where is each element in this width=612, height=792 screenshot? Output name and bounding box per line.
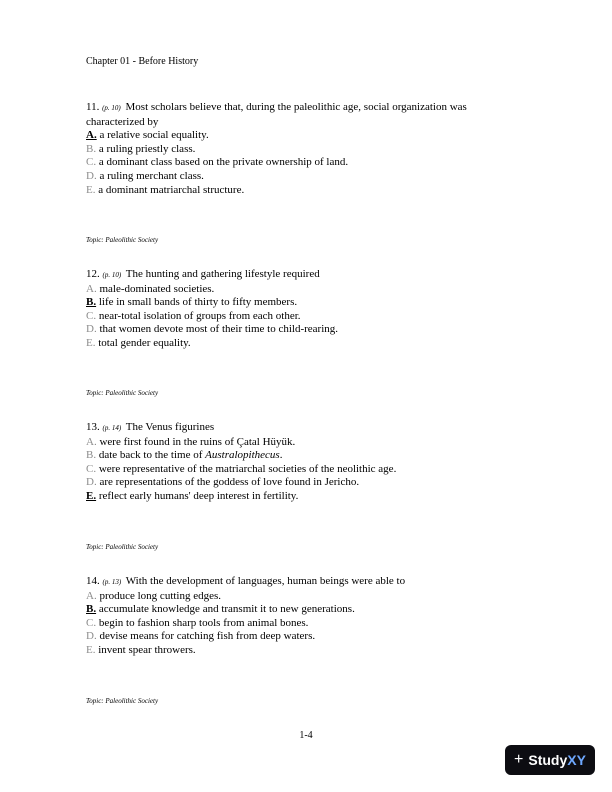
option-letter: A. xyxy=(86,282,97,295)
question-stem xyxy=(86,421,526,436)
option-letter-correct: B. xyxy=(86,603,97,616)
option-text: produce long cutting edges. xyxy=(99,589,222,602)
option-letter: A. xyxy=(86,435,97,448)
option-text: a dominant class based on the private ownership of land. xyxy=(98,156,349,169)
option-e xyxy=(86,337,526,351)
option-a xyxy=(86,283,526,297)
page-reference: (p. 10) xyxy=(102,271,122,279)
option-letter: B. xyxy=(86,449,97,462)
option-d xyxy=(86,630,526,644)
question-number: 13. xyxy=(86,421,100,433)
question-stem xyxy=(86,575,526,590)
option-text: a ruling priestly class. xyxy=(98,142,196,155)
option-letter: D. xyxy=(86,323,97,336)
option-letter-correct: B. xyxy=(86,296,97,309)
option-text: begin to fashion sharp tools from animal bones. xyxy=(98,616,309,629)
option-text: accumulate knowledge and transmit it to new generations. xyxy=(98,603,355,616)
question-number: 12. xyxy=(86,268,100,280)
option-text: date back to the time of xyxy=(98,449,206,462)
option-text: a dominant matriarchal structure. xyxy=(98,183,245,196)
option-e xyxy=(86,490,526,504)
page-reference: (p. 13) xyxy=(102,578,122,586)
option-letter: C. xyxy=(86,462,97,475)
option-b xyxy=(86,449,526,463)
question-14 xyxy=(86,575,526,658)
chapter-header: Chapter 01 - Before History xyxy=(86,56,199,67)
option-letter: C. xyxy=(86,309,97,322)
option-a xyxy=(86,590,526,604)
option-b xyxy=(86,143,526,157)
option-letter: E. xyxy=(86,643,96,656)
option-text: total gender equality. xyxy=(98,336,191,349)
badge-accent: XY xyxy=(567,752,586,768)
option-text: a ruling merchant class. xyxy=(99,169,204,182)
option-letter-correct: A. xyxy=(86,129,97,142)
option-letter: E. xyxy=(86,336,96,349)
plus-icon: + xyxy=(514,751,524,768)
option-text-italic: Australopithecus xyxy=(205,449,280,462)
question-13 xyxy=(86,421,526,504)
badge-label xyxy=(528,752,586,768)
badge-word: Study xyxy=(528,752,568,768)
option-a xyxy=(86,436,526,450)
option-c xyxy=(86,463,526,477)
question-stem xyxy=(86,101,526,129)
option-text: reflect early humans' deep interest in fertility. xyxy=(98,489,299,502)
topic-label: Topic: Paleolithic Society xyxy=(86,236,159,244)
question-11 xyxy=(86,101,526,197)
option-e xyxy=(86,184,526,198)
option-d xyxy=(86,323,526,337)
option-text: a relative social equality. xyxy=(99,129,209,142)
option-text: life in small bands of thirty to fifty members. xyxy=(98,296,298,309)
studyxy-badge[interactable] xyxy=(505,745,595,775)
option-text: devise means for catching fish from deep waters. xyxy=(99,630,316,643)
option-text: were representative of the matriarchal societies of the neolithic age. xyxy=(98,462,397,475)
option-letter: A. xyxy=(86,589,97,602)
option-text: near-total isolation of groups from each other. xyxy=(98,309,301,322)
option-letter: D. xyxy=(86,169,97,182)
page-number: 1-4 xyxy=(299,730,313,741)
option-d xyxy=(86,476,526,490)
question-number: 11. xyxy=(86,101,100,113)
option-letter: C. xyxy=(86,616,97,629)
option-d xyxy=(86,170,526,184)
option-b xyxy=(86,296,526,310)
option-letter: E. xyxy=(86,183,96,196)
topic-label: Topic: Paleolithic Society xyxy=(86,697,159,705)
option-a xyxy=(86,129,526,143)
option-c xyxy=(86,156,526,170)
question-text: Most scholars believe that, during the paleolithic age, social organization was characterized by xyxy=(86,101,467,128)
page-reference: (p. 10) xyxy=(102,104,121,112)
question-text: The Venus figurines xyxy=(125,421,215,433)
question-stem xyxy=(86,268,526,283)
option-text: male-dominated societies. xyxy=(99,282,215,295)
option-text: invent spear throwers. xyxy=(98,643,196,656)
option-text: that women devote most of their time to child-rearing. xyxy=(99,323,339,336)
option-text: were first found in the ruins of Çatal Hüyük. xyxy=(99,435,296,448)
option-letter: C. xyxy=(86,156,97,169)
option-letter: D. xyxy=(86,476,97,489)
option-text-end: . xyxy=(279,449,283,462)
topic-label: Topic: Paleolithic Society xyxy=(86,543,159,551)
option-c xyxy=(86,310,526,324)
option-text: are representations of the goddess of love found in Jericho. xyxy=(99,476,360,489)
topic-label: Topic: Paleolithic Society xyxy=(86,389,159,397)
option-b xyxy=(86,603,526,617)
option-e xyxy=(86,644,526,658)
page-reference: (p. 14) xyxy=(102,424,122,432)
question-number: 14. xyxy=(86,575,100,587)
option-letter: B. xyxy=(86,142,97,155)
option-letter-correct: E. xyxy=(86,489,97,502)
question-text: The hunting and gathering lifestyle required xyxy=(125,268,320,280)
option-c xyxy=(86,617,526,631)
question-12 xyxy=(86,268,526,351)
option-letter: D. xyxy=(86,630,97,643)
question-text: With the development of languages, human beings were able to xyxy=(125,575,406,587)
